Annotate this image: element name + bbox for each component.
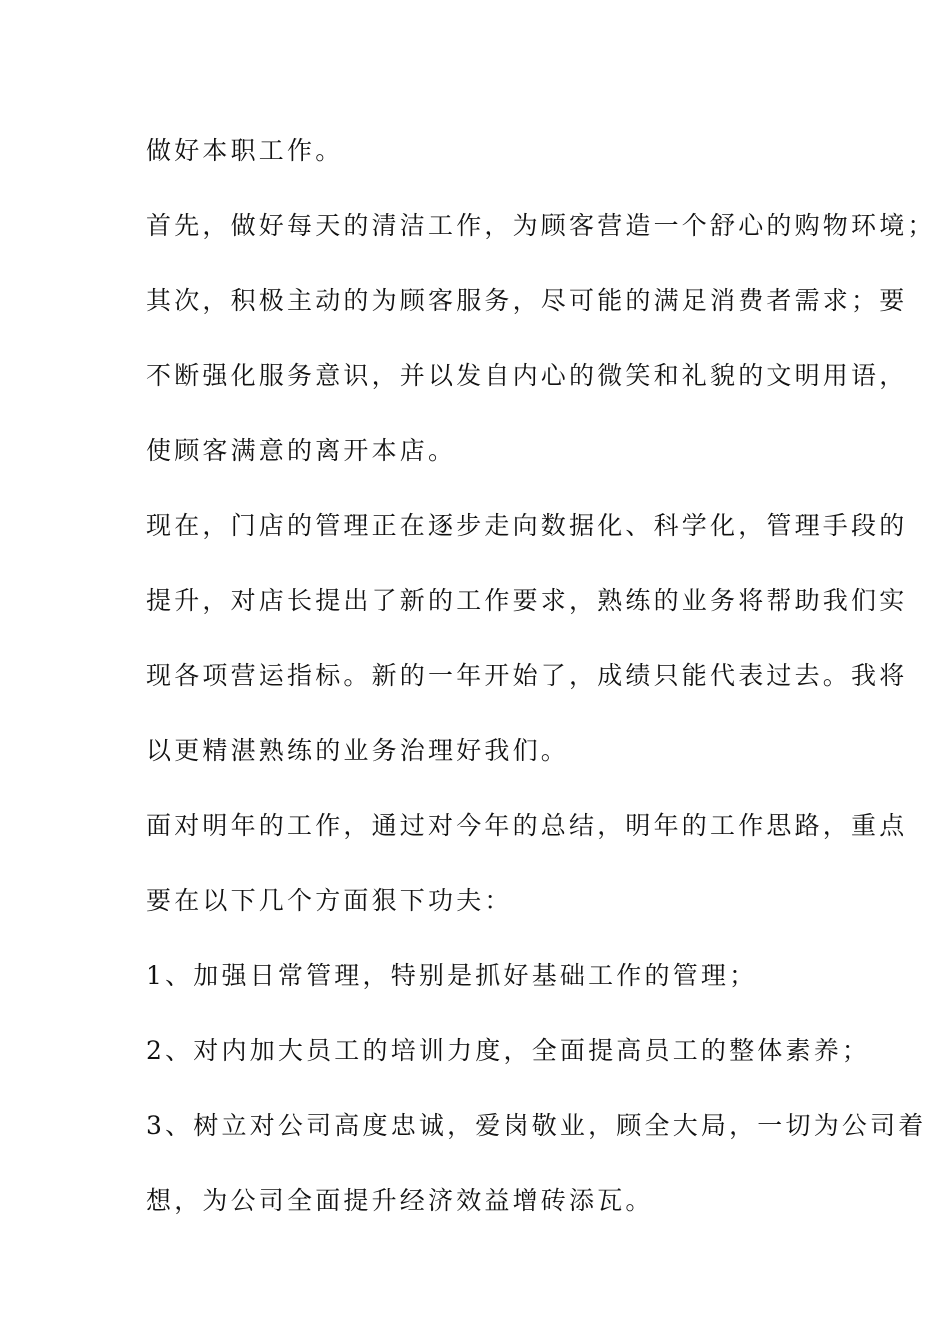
text-line: 1、加强日常管理，特别是抓好基础工作的管理； [146,961,758,990]
text-line: 2、对内加大员工的培训力度，全面提高员工的整体素养； [146,1036,871,1065]
text-line: 首先，做好每天的清洁工作，为顾客营造一个舒心的购物环境； [146,211,936,240]
text-line: 不断强化服务意识，并以发自内心的微笑和礼貌的文明用语， [146,361,908,390]
text-line: 做好本职工作。 [146,136,344,165]
text-line: 想，为公司全面提升经济效益增砖添瓦。 [146,1186,654,1215]
document-body [146,131,936,1256]
text-line: 要在以下几个方面狠下功夫： [146,886,513,915]
text-line: 使顾客满意的离开本店。 [146,436,457,465]
text-line: 以更精湛熟练的业务治理好我们。 [146,736,570,765]
text-line: 现各项营运指标。新的一年开始了，成绩只能代表过去。我将 [146,661,908,690]
text-line: 3、树立对公司高度忠诚，爱岗敬业，顾全大局，一切为公司着 [146,1111,927,1140]
text-line: 提升，对店长提出了新的工作要求，熟练的业务将帮助我们实 [146,586,908,615]
text-line: 面对明年的工作，通过对今年的总结，明年的工作思路，重点 [146,811,908,840]
text-line: 其次，积极主动的为顾客服务，尽可能的满足消费者需求；要 [146,286,908,315]
text-line: 现在，门店的管理正在逐步走向数据化、科学化，管理手段的 [146,511,908,540]
